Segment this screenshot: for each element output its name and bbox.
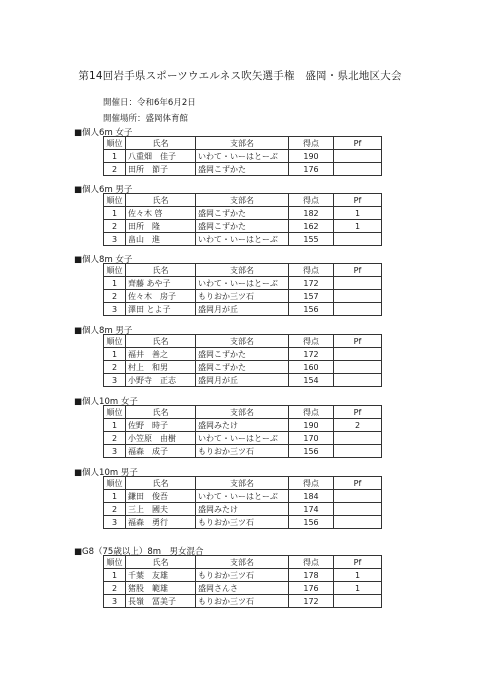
results-table <box>103 476 382 529</box>
cell-score: 170 <box>289 432 334 445</box>
column-header-rank: 順位 <box>104 264 126 277</box>
cell-branch: 盛岡みたけ <box>196 503 289 516</box>
cell-rank: 2 <box>104 290 126 303</box>
results-table <box>103 263 382 316</box>
column-header-score: 得点 <box>289 406 334 419</box>
cell-rank: 2 <box>104 163 126 176</box>
cell-pf <box>334 432 382 445</box>
cell-score: 174 <box>289 503 334 516</box>
cell-pf: 1 <box>334 207 382 220</box>
table-row <box>104 432 382 445</box>
cell-name: 福森 勇行 <box>126 516 196 529</box>
table-row <box>104 163 382 176</box>
cell-score: 156 <box>289 445 334 458</box>
column-header-name: 氏名 <box>126 335 196 348</box>
table-row <box>104 419 382 432</box>
cell-pf <box>334 290 382 303</box>
cell-rank: 1 <box>104 490 126 503</box>
table-row <box>104 582 382 595</box>
column-header-score: 得点 <box>289 477 334 490</box>
table-row <box>104 445 382 458</box>
table-header-row <box>104 264 382 277</box>
column-header-branch: 支部名 <box>196 137 289 150</box>
cell-name: 村上 和男 <box>126 361 196 374</box>
column-header-pf: Pf <box>334 556 382 569</box>
section-heading: ■個人10m 女子 <box>74 397 138 407</box>
cell-score: 176 <box>289 582 334 595</box>
column-header-name: 氏名 <box>126 406 196 419</box>
section-heading: ■個人6m 男子 <box>74 185 133 195</box>
cell-score: 190 <box>289 150 334 163</box>
cell-score: 178 <box>289 569 334 582</box>
table-header-row <box>104 335 382 348</box>
cell-pf <box>334 233 382 246</box>
results-table <box>103 193 382 246</box>
cell-branch: 盛岡こずかた <box>196 220 289 233</box>
table-row <box>104 303 382 316</box>
cell-branch: 盛岡こずかた <box>196 207 289 220</box>
cell-pf <box>334 374 382 387</box>
cell-rank: 1 <box>104 150 126 163</box>
cell-rank: 2 <box>104 432 126 445</box>
cell-name: 福井 善之 <box>126 348 196 361</box>
cell-score: 157 <box>289 290 334 303</box>
cell-branch: 盛岡みたけ <box>196 419 289 432</box>
cell-rank: 3 <box>104 374 126 387</box>
column-header-rank: 順位 <box>104 335 126 348</box>
cell-pf: 1 <box>334 569 382 582</box>
cell-name: 佐々木 啓 <box>126 207 196 220</box>
cell-branch: 盛岡こずかた <box>196 348 289 361</box>
column-header-score: 得点 <box>289 556 334 569</box>
cell-score: 172 <box>289 595 334 608</box>
cell-rank: 2 <box>104 503 126 516</box>
column-header-pf: Pf <box>334 194 382 207</box>
cell-score: 184 <box>289 490 334 503</box>
cell-pf <box>334 595 382 608</box>
column-header-branch: 支部名 <box>196 264 289 277</box>
cell-score: 172 <box>289 348 334 361</box>
cell-branch: もりおか三ツ石 <box>196 516 289 529</box>
table-row <box>104 490 382 503</box>
cell-score: 190 <box>289 419 334 432</box>
cell-pf <box>334 361 382 374</box>
cell-rank: 3 <box>104 516 126 529</box>
document-title: 第14回岩手県スポーツウエルネス吹矢選手権 盛岡・県北地区大会 <box>78 70 402 82</box>
section-heading: ■個人6m 女子 <box>74 128 133 138</box>
cell-rank: 1 <box>104 569 126 582</box>
cell-rank: 3 <box>104 303 126 316</box>
table-row <box>104 150 382 163</box>
cell-name: 佐野 時子 <box>126 419 196 432</box>
column-header-score: 得点 <box>289 194 334 207</box>
section-heading: ■個人8m 女子 <box>74 255 133 265</box>
cell-score: 182 <box>289 207 334 220</box>
cell-name: 三上 國夫 <box>126 503 196 516</box>
column-header-pf: Pf <box>334 137 382 150</box>
results-table <box>103 136 382 176</box>
table-row <box>104 595 382 608</box>
cell-name: 澤田 とよ子 <box>126 303 196 316</box>
column-header-branch: 支部名 <box>196 556 289 569</box>
cell-score: 160 <box>289 361 334 374</box>
table-row <box>104 220 382 233</box>
column-header-name: 氏名 <box>126 137 196 150</box>
cell-branch: 盛岡月が丘 <box>196 303 289 316</box>
cell-rank: 1 <box>104 419 126 432</box>
column-header-rank: 順位 <box>104 406 126 419</box>
cell-score: 155 <box>289 233 334 246</box>
cell-name: 鎌田 俊吾 <box>126 490 196 503</box>
cell-pf <box>334 303 382 316</box>
cell-score: 176 <box>289 163 334 176</box>
column-header-score: 得点 <box>289 137 334 150</box>
cell-branch: もりおか三ツ石 <box>196 569 289 582</box>
cell-rank: 1 <box>104 277 126 290</box>
cell-rank: 3 <box>104 445 126 458</box>
table-row <box>104 361 382 374</box>
table-header-row <box>104 477 382 490</box>
cell-branch: 盛岡こずかた <box>196 361 289 374</box>
cell-pf: 1 <box>334 582 382 595</box>
cell-branch: いわて・いーはとーぶ <box>196 432 289 445</box>
column-header-pf: Pf <box>334 406 382 419</box>
cell-pf <box>334 516 382 529</box>
cell-name: 田所 隆 <box>126 220 196 233</box>
cell-branch: もりおか三ツ石 <box>196 445 289 458</box>
cell-pf <box>334 150 382 163</box>
cell-pf: 1 <box>334 220 382 233</box>
results-table <box>103 334 382 387</box>
cell-name: 小野寺 正志 <box>126 374 196 387</box>
cell-name: 佐々木 房子 <box>126 290 196 303</box>
table-row <box>104 374 382 387</box>
column-header-name: 氏名 <box>126 477 196 490</box>
cell-branch: 盛岡こずかた <box>196 163 289 176</box>
cell-branch: 盛岡月が丘 <box>196 374 289 387</box>
column-header-branch: 支部名 <box>196 406 289 419</box>
cell-rank: 2 <box>104 361 126 374</box>
table-row <box>104 207 382 220</box>
cell-pf: 2 <box>334 419 382 432</box>
cell-pf <box>334 445 382 458</box>
table-header-row <box>104 406 382 419</box>
cell-branch: いわて・いーはとーぶ <box>196 233 289 246</box>
results-table <box>103 555 382 608</box>
column-header-name: 氏名 <box>126 264 196 277</box>
table-header-row <box>104 194 382 207</box>
cell-pf <box>334 163 382 176</box>
cell-name: 齊藤 あや子 <box>126 277 196 290</box>
cell-branch: いわて・いーはとーぶ <box>196 277 289 290</box>
results-table <box>103 405 382 458</box>
column-header-branch: 支部名 <box>196 194 289 207</box>
column-header-branch: 支部名 <box>196 335 289 348</box>
cell-branch: もりおか三ツ石 <box>196 290 289 303</box>
table-header-row <box>104 137 382 150</box>
section-heading: ■個人10m 男子 <box>74 468 138 478</box>
cell-branch: いわて・いーはとーぶ <box>196 150 289 163</box>
cell-name: 福森 成子 <box>126 445 196 458</box>
cell-rank: 3 <box>104 233 126 246</box>
table-row <box>104 569 382 582</box>
cell-branch: もりおか三ツ石 <box>196 595 289 608</box>
cell-rank: 2 <box>104 582 126 595</box>
cell-name: 八重畑 佳子 <box>126 150 196 163</box>
column-header-branch: 支部名 <box>196 477 289 490</box>
cell-name: 小笠原 由樹 <box>126 432 196 445</box>
cell-name: 千葉 友雄 <box>126 569 196 582</box>
cell-name: 田所 節子 <box>126 163 196 176</box>
cell-score: 172 <box>289 277 334 290</box>
cell-name: 猪股 範雄 <box>126 582 196 595</box>
event-date: 開催日：令和6年6月2日 <box>103 98 196 108</box>
cell-pf <box>334 277 382 290</box>
column-header-name: 氏名 <box>126 556 196 569</box>
cell-rank: 1 <box>104 207 126 220</box>
table-row <box>104 233 382 246</box>
column-header-score: 得点 <box>289 264 334 277</box>
section-heading: ■個人8m 男子 <box>74 326 133 336</box>
column-header-rank: 順位 <box>104 477 126 490</box>
cell-score: 156 <box>289 516 334 529</box>
column-header-rank: 順位 <box>104 194 126 207</box>
cell-name: 長嶺 冨美子 <box>126 595 196 608</box>
cell-rank: 3 <box>104 595 126 608</box>
column-header-rank: 順位 <box>104 137 126 150</box>
cell-pf <box>334 490 382 503</box>
cell-name: 畠山 進 <box>126 233 196 246</box>
column-header-name: 氏名 <box>126 194 196 207</box>
cell-score: 162 <box>289 220 334 233</box>
section-heading: ■G8（75歳以上）8m 男女混合 <box>74 547 204 557</box>
table-row <box>104 503 382 516</box>
column-header-score: 得点 <box>289 335 334 348</box>
cell-score: 156 <box>289 303 334 316</box>
cell-score: 154 <box>289 374 334 387</box>
table-row <box>104 516 382 529</box>
column-header-pf: Pf <box>334 477 382 490</box>
cell-branch: いわて・いーはとーぶ <box>196 490 289 503</box>
table-row <box>104 348 382 361</box>
column-header-pf: Pf <box>334 335 382 348</box>
column-header-pf: Pf <box>334 264 382 277</box>
cell-rank: 2 <box>104 220 126 233</box>
event-venue: 開催場所：盛岡体育館 <box>103 114 189 124</box>
table-header-row <box>104 556 382 569</box>
cell-branch: 盛岡さんさ <box>196 582 289 595</box>
column-header-rank: 順位 <box>104 556 126 569</box>
table-row <box>104 277 382 290</box>
cell-rank: 1 <box>104 348 126 361</box>
cell-pf <box>334 503 382 516</box>
cell-pf <box>334 348 382 361</box>
table-row <box>104 290 382 303</box>
